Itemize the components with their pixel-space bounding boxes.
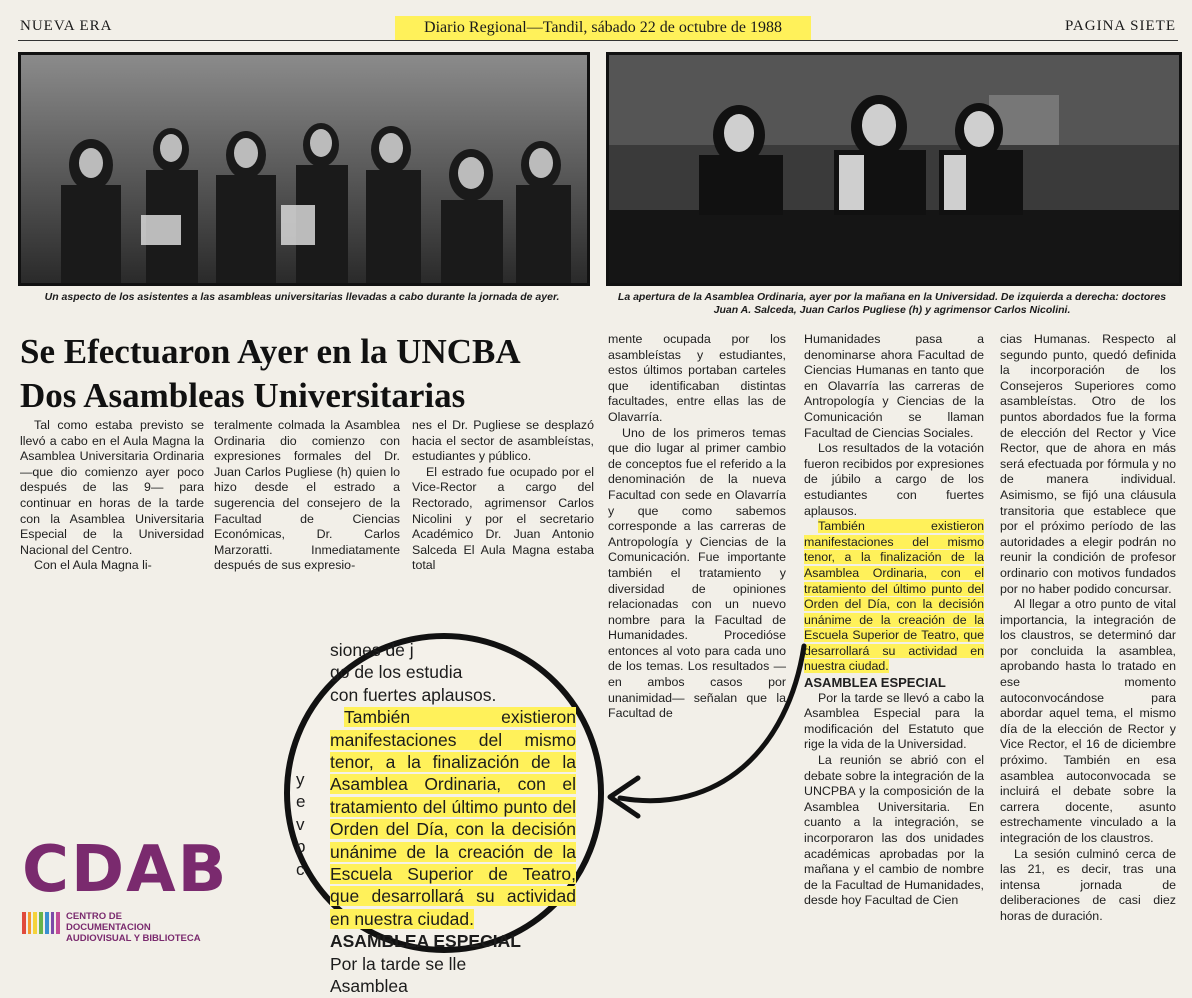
magnifier-text [330,639,576,998]
magnifier-line: con fuertes aplausos. [330,684,497,705]
article-paragraph: teralmente colmada la Asamblea Ordinaria dio comienzo con expresiones formales del Dr. Juan Carlos Pugliese (h) quien lo hizo desde el estrado a sugerencia del consejero de la Facultad de Ciencias Económicas, Dr. Carlos Marzoratti. Inmediatamente después de sus expresio- [214,418,400,573]
magnifier-line: go de los estudia [330,662,463,683]
article-paragraph: El estrado fue ocupado por el Vice-Rector a cargo del Rectorado, agrimensor Carlos Nicolini y por el secretario Académico Dr. Juan Antonio Salceda El Aula Magna estaba total [412,464,594,573]
magnifier-highlight [330,706,576,930]
article-paragraph: nes el Dr. Pugliese se desplazó hacia el sector de asambleístas, estudiantes y público. [412,418,594,464]
audience-photo-caption: Un aspecto de los asistentes a las asambleas universitarias llevadas a cabo durante la jornada de ayer. [44,291,560,303]
header-rule [18,40,1178,41]
audience-photo [18,52,590,286]
logo-text [66,911,206,944]
article-paragraph: La reunión se abrió con el debate sobre la integración de la UNCPBA y la composición de la Asamblea Universitaria. En cuanto a la integración, se incorporaron las dos unidades académicas aprobadas por la mañana y el cambio de nombre de la Facultad de Humanidades, desde hoy Facultad de Cien [804,753,984,908]
article-column-3 [412,418,594,574]
magnifier-callout [284,633,604,997]
panel-photo-caption: La apertura de la Asamblea Ordinaria, ayer por la mañana en la Universidad. De izquierda a derecha: doctores Juan A. Salceda, Juan Carlos Pugliese (h) y agrimensor Carlos Nicolini. [617,291,1167,316]
headline-line-2: Dos Asambleas Universitarias [20,376,466,415]
page-number: PAGINA SIETE [1064,18,1176,34]
article-paragraph: Los resultados de la votación fueron recibidos por expresiones de júbilo a cargo de los estudiantes con fuertes aplausos. [804,441,984,518]
article-column-6 [1000,332,1176,925]
highlighted-text: También existieron manifestaciones del mismo tenor, a la finalización de la Asamblea Ordinaria, con el tratamiento del último punto del Orden del Día, con la decisión unánime de la creación de la Escuela Superior de Teatro, que desarrollará su actividad en nuestra ciudad. [804,519,984,674]
article-column-2 [214,418,400,574]
arrow-icon [598,640,814,820]
magnifier-edge-letters: y e v p c [296,770,306,879]
article-paragraph: cias Humanas. Respecto al segundo punto, quedó definida la incorporación de los Consejeros Superiores como asambleístas. Otro de los puntos abordados fue la forma de elección del Rector y Vice Rector, que de ahora en más será efectuada por fórmula y no de manera individual. Asimismo, se fijó una cláusula transitoria que establece que por el próximo período de las autoridades a elegir podrán no reunir la condición de profesor ordinario con motivos fundados por no haber podido concursar. [1000,332,1176,596]
logo-mark: CDAB [22,833,229,907]
article-column-5 [804,332,984,909]
subhead-asamblea-especial: ASAMBLEA ESPECIAL [804,675,946,691]
logo-text-line-1: CENTRO DE DOCUMENTACION [66,911,151,933]
panel-photo-image [609,55,1179,283]
magnifier-line: Por la tarde se lle [330,953,467,974]
article-paragraph: Uno de los primeros temas que dio lugar al primer cambio de conceptos fue el referido a la denominación de la nueva Facultad con sede en Olavarría y que como sabemos corresponde a las carreras de Antropología y Ciencias de la Comunicación. Fue importante también el tratamiento y diversidad de opiniones relacionadas con un nuevo nombre para la Facultad de Humanidades. Procedióse entonces al voto para cada uno de los temas. Los resultados —en ambos casos por unanimidad— señalan que la Facultad de [608,425,786,721]
audience-photo-image [21,55,587,283]
logo-text-line-2: AUDIOVISUAL Y BIBLIOTECA [66,933,201,944]
magnifier-highlight-text: También existieron manifestaciones del mismo tenor, a la finalización de la Asamblea Ordinaria, con el tratamiento del último punto del Orden del Día, con la decisión unánime de la creación de la Escuela Superior de Teatro, que desarrollará su actividad en nuestra ciudad. [330,707,576,929]
article-column-1 [20,418,204,574]
highlighted-paragraph [804,519,984,675]
headline-line-1: Se Efectuaron Ayer en la UNCBA [20,332,521,371]
logo-color-bars [22,912,60,934]
magnifier-line: Asamblea [330,976,408,997]
article-paragraph: Humanidades pasa a denominarse ahora Facultad de Ciencias Humanas en tanto que en Olavarría las carreras de Antropología y Ciencias de la Comunicación se llaman Facultad de Ciencias Sociales. [804,332,984,440]
panel-photo [606,52,1182,286]
article-paragraph: Con el Aula Magna li- [34,558,152,573]
article-paragraph: mente ocupada por los asambleístas y estudiantes, estos últimos portaban carteles que identificaban distintas facultades, entre ellas las de Olavarría. [608,332,786,424]
magnifier-subhead: ASAMBLEA ESPECIAL [330,931,521,952]
masthead-date: Diario Regional—Tandil, sábado 22 de octubre de 1988 [395,16,811,40]
cdab-logo [22,833,229,944]
magnifier-line: siones de j [330,640,414,660]
article-paragraph: La sesión culminó cerca de las 21, es decir, tras una intensa jornada de deliberaciones de casi diez horas de duración. [1000,846,1176,923]
masthead-left: NUEVA ERA [20,18,113,34]
article-paragraph: Por la tarde se llevó a cabo la Asamblea Especial para la modificación del Estatuto que rige la vida de la Universidad. [804,690,984,752]
article-paragraph: Tal como estaba previsto se llevó a cabo en el Aula Magna la Asamblea Universitaria Ordinaria —que dio comienzo ayer poco después de las 9— para continuar en horas de la tarde con la Asamblea Universitaria Especial de la Universidad Nacional del Centro. [20,418,204,557]
article-paragraph: Al llegar a otro punto de vital importancia, la integración de los claustros, se determinó dar por concluida la asamblea, aprobando hasta lo tratado en ese momento autoconvocándose para abordar aquel tema, el mismo día de la elección de Rector y Vice Rector, el 16 de diciembre próximo. También en esa asamblea autoconvocada se incluirá el debate sobre la carrera docente, asunto estrechamente vinculado a la integración de los claustros. [1000,597,1176,845]
